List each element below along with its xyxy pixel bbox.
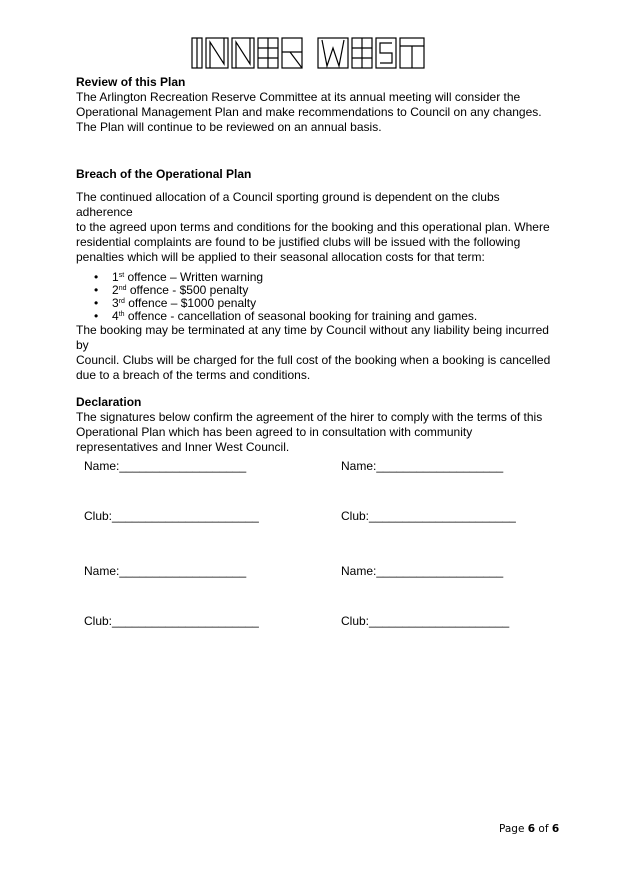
breach-line: penalties which will be applied to their seasonal allocation costs for that term: — [76, 250, 485, 264]
penalty-item: • 4th offence - cancellation of seasonal booking for training and games. — [112, 310, 556, 323]
declaration-heading: Declaration — [76, 395, 142, 409]
breach-line: to the agreed upon terms and conditions for the booking and this operational plan. Where — [76, 220, 550, 234]
breach-line: The continued allocation of a Council sporting ground is dependent on the clubs adherence — [76, 190, 500, 219]
document-body — [76, 75, 556, 455]
review-paragraph — [76, 90, 556, 135]
club-field-right-2[interactable]: Club:_____________________ — [341, 614, 510, 628]
club-field-left-2[interactable]: Club:______________________ — [84, 614, 259, 628]
penalty-item: • 1st offence – Written warning — [112, 271, 556, 284]
penalty-item: • 2nd offence - $500 penalty — [112, 284, 556, 297]
review-line: Operational Management Plan and make recommendations to Council on any changes. — [76, 105, 542, 119]
declaration-line: Operational Plan which has been agreed to in consultation with community — [76, 425, 473, 439]
club-field-left-1[interactable]: Club:______________________ — [84, 509, 259, 523]
name-field-right-1[interactable]: Name:___________________ — [341, 459, 504, 473]
penalty-list — [76, 271, 556, 323]
breach-paragraph — [76, 190, 556, 265]
club-field-right-1[interactable]: Club:______________________ — [341, 509, 516, 523]
termination-line: Council. Clubs will be charged for the full cost of the booking when a booking is cancelled — [76, 353, 551, 367]
declaration-line: representatives and Inner West Council. — [76, 440, 290, 454]
termination-line: due to a breach of the terms and conditions. — [76, 368, 311, 382]
declaration-line: The signatures below confirm the agreement of the hirer to comply with the terms of this — [76, 410, 543, 424]
name-field-left-1[interactable]: Name:___________________ — [84, 459, 247, 473]
inner-west-logo-icon — [190, 34, 438, 72]
name-field-right-2[interactable]: Name:___________________ — [341, 564, 504, 578]
review-line: The Plan will continue to be reviewed on an annual basis. — [76, 120, 382, 134]
page-number: Page 6 of 6 — [499, 823, 560, 835]
name-field-left-2[interactable]: Name:___________________ — [84, 564, 247, 578]
review-heading: Review of this Plan — [76, 75, 186, 89]
breach-heading: Breach of the Operational Plan — [76, 167, 252, 181]
breach-line: residential complaints are found to be justified clubs will be issued with the following — [76, 235, 521, 249]
review-line: The Arlington Recreation Reserve Committee at its annual meeting will consider the — [76, 90, 521, 104]
declaration-paragraph — [76, 410, 556, 455]
termination-paragraph — [76, 323, 556, 383]
inner-west-logo — [190, 34, 438, 72]
penalty-item: • 3rd offence – $1000 penalty — [112, 297, 556, 310]
termination-line: The booking may be terminated at any time by Council without any liability being incurred by — [76, 323, 549, 352]
